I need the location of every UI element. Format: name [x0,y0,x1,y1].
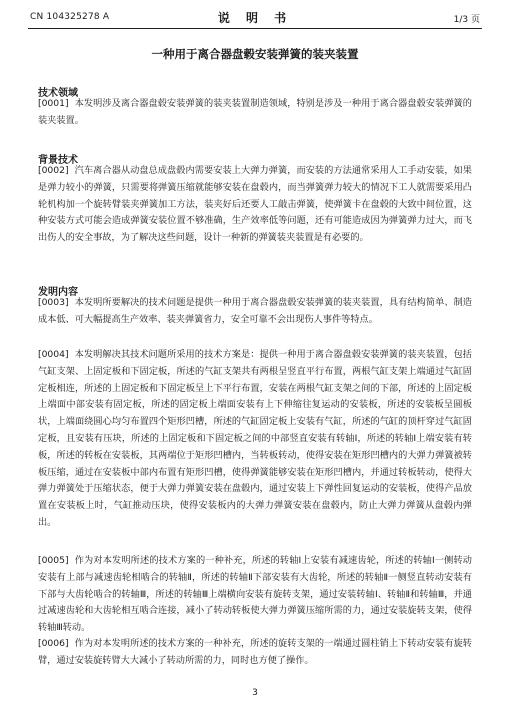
paragraph-text: 汽车离合器从动盘总成盘毂内需要安装上大弹力弹簧，而安装的方法通常采用人工手动安装，如果是弹力较小的弹簧，只需要将弹簧压缩就能够安装在盘毂内，而当弹簧弹力较大的情况下工人就需要采用凸轮机构加一个旋转臂装夹弹簧加工方法，装夹好后还要人工敲击弹簧，使弹簧卡在盘毂的大致中间位置，这种安装方式可能会造成弹簧安装位置不够准确，生产效率低等问题，还有可能造成因为弹簧弹力过大，而飞出伤人的安全事故，为了解决这些问题，设计一种新的弹簧装夹装置是有必要的。 [38,165,472,244]
document-type: 说 明 书 [217,11,293,25]
paragraph-number: [0004] [38,349,69,360]
paragraph-0004 [38,347,472,532]
paragraph-number: [0006] [38,638,69,649]
section-heading-tech-field: 技术领域 [38,88,78,99]
paragraph-number: [0003] [38,297,69,308]
section-heading-invention: 发明内容 [38,287,78,298]
paragraph-0001 [38,96,472,130]
paragraph-text: 作为对本发明所述的技术方案的一种补充，所述的旋转支架的一端通过圆柱销上下转动安装有旋转臂，通过安装旋转臂大大减小了转动所需的力，同时也方便了操作。 [38,638,472,666]
patent-number: CN 104325278 A [30,12,110,22]
paragraph-number: [0005] [38,555,69,566]
paragraph-text: 本发明解决其技术问题所采用的技术方案是：提供一种用于离合器盘毂安装弹簧的装夹装置，包括气缸支架、上固定板和下固定板，所述的气缸支架共有两根呈竖直平行布置，两根气缸支架上端通过气缸固定板相连，所述的上固定板和下固定板呈上下平行布置，安装在两根气缸支架之间的下部，所述的上固定板上端面中部安装有固定板，所述的固定板上端面安装有上下伸缩往复运动的安装板，所述的安装板呈圆板状，上端面绕圆心均匀布置四个矩形凹槽，所述的气缸固定板上安装有气缸，所述的气缸的顶杆穿过气缸固定板，且安装有压块，所述的上固定板和下固定板之间的中部竖直安装有转轴Ⅰ，所述的转轴Ⅰ上端安装有转板，所述的转板在安装板，其两端位于矩形凹槽内，当转板转动，使得安装在矩形凹槽内的大弹力弹簧被转板压缩，通过在安装板中部内布置有矩形凹槽，使得弹簧能够安装在矩形凹槽内，并通过转板转动，使得大弹力弹簧处于压缩状态，便于大弹力弹簧安装在盘毂内，通过安装上下弹性回复运动的安装板，使得产品放置在安装板上时，气缸推动压块，使得安装板内的大弹力弹簧安装在盘毂内，防止大弹力弹簧从盘毂内弹出。 [38,349,472,528]
paragraph-0006 [38,636,472,670]
page-indicator: 1/3 页 [453,15,480,25]
paragraph-0003 [38,295,472,329]
paragraph-text: 本发明涉及离合器盘毂安装弹簧的装夹装置制造领域，特别是涉及一种用于离合器盘毂安装弹簧的装夹装置。 [38,98,472,126]
paragraph-0002 [38,163,472,247]
paragraph-text: 本发明所要解决的技术问题是提供一种用于离合器盘毂安装弹簧的装夹装置，具有结构简单、制造成本低、可大幅提高生产效率、装夹弹簧省力，安全可靠不会出现伤人事件等特点。 [38,297,472,325]
paragraph-number: [0002] [38,165,69,176]
section-heading-background: 背景技术 [38,155,78,166]
paragraph-text: 作为对本发明所述的技术方案的一种补充，所述的转轴Ⅰ上安装有减速齿轮，所述的转轴Ⅰ一侧转动安装有上部与减速齿轮相啮合的转轴Ⅱ，所述的转轴Ⅱ下部安装有大齿轮，所述的转轴Ⅱ一侧竖直转动安装有下部与大齿轮啮合的转轴Ⅲ，所述的转轴Ⅲ上端横向安装有旋转支架，通过安装转轴Ⅰ、转轴Ⅱ和转轴Ⅲ，并通过减速齿轮和大齿轮相互啮合连接，减小了转动转板使大弹力弹簧压缩所需的力，通过安装旋转支架，使得转轴Ⅲ转动。 [38,555,472,634]
page-number: 3 [252,688,258,698]
paragraph-number: [0001] [38,98,69,109]
header-divider [28,28,482,29]
paragraph-0005 [38,553,472,637]
document-title: 一种用于离合器盘毂安装弹簧的装夹装置 [151,47,359,61]
